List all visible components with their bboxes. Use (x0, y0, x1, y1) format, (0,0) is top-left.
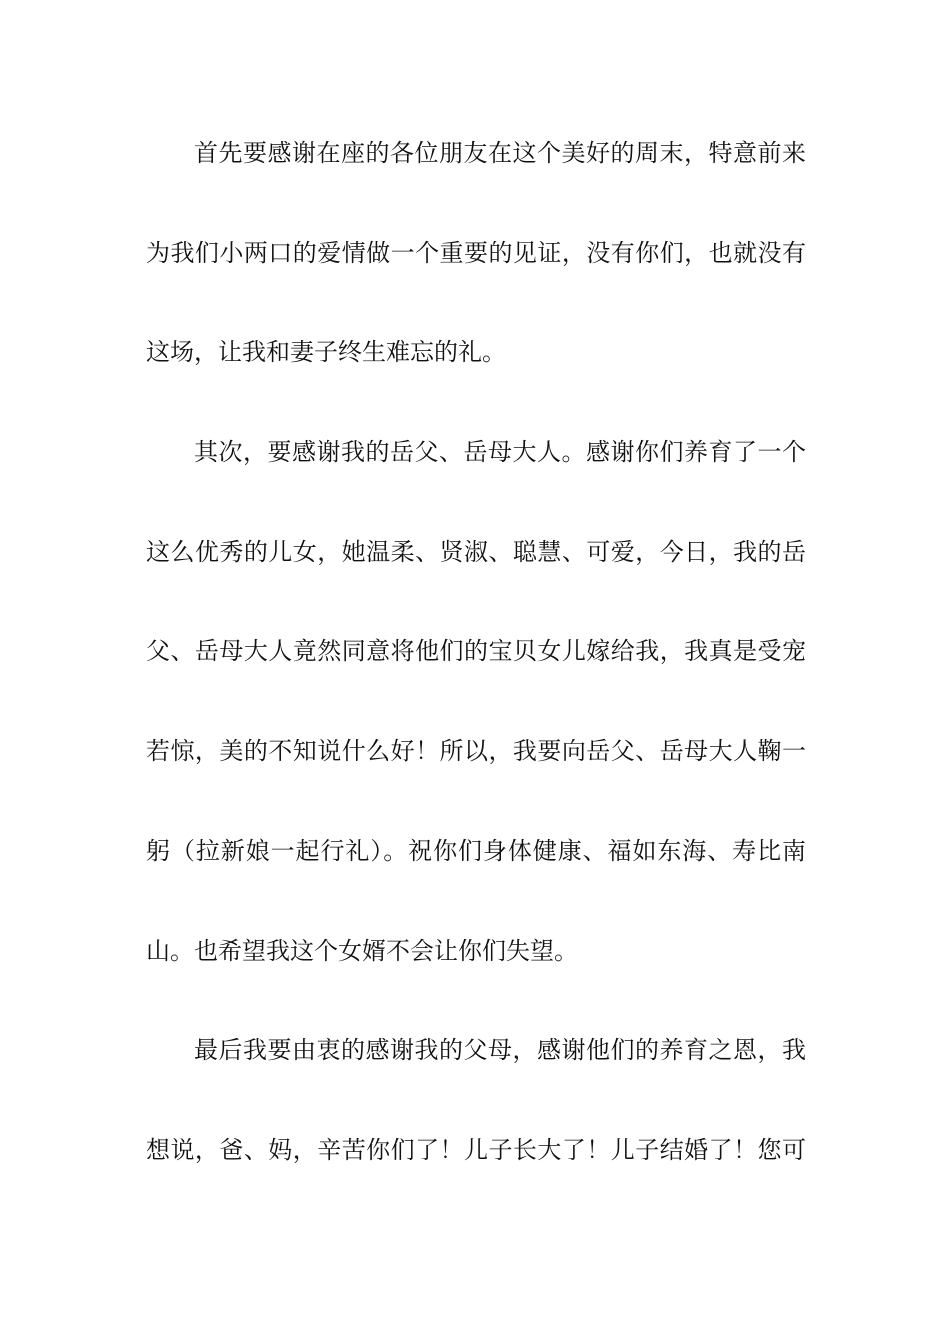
paragraph-2-line-6: 山。也希望我这个女婿不会让你们失望。 (146, 936, 578, 965)
paragraph-1-line-1: 首先要感谢在座的各位朋友在这个美好的周末，特意前来 (194, 139, 806, 167)
paragraph-2-line-1: 其次，要感谢我的岳父、岳母大人。感谢你们养育了一个 (194, 438, 806, 467)
paragraph-1-line-2: 为我们小两口的爱情做一个重要的见证，没有你们，也就没有 (146, 238, 806, 267)
paragraph-3-line-1: 最后我要由衷的感谢我的父母，感谢他们的养育之恩，我 (194, 1036, 806, 1065)
paragraph-2-line-4: 若惊，美的不知说什么好！所以，我要向岳父、岳母大人鞠一 (146, 737, 806, 766)
paragraph-2-line-3: 父、岳母大人竟然同意将他们的宝贝女儿嫁给我，我真是受宠 (146, 637, 806, 666)
paragraph-1-line-3: 这场，让我和妻子终生难忘的礼。 (146, 338, 506, 367)
paragraph-2-line-5: 躬（拉新娘一起行礼）。祝你们身体健康、福如东海、寿比南 (146, 836, 806, 865)
paragraph-2-line-2: 这么优秀的儿女，她温柔、贤淑、聪慧、可爱，今日，我的岳 (146, 537, 806, 566)
speech-body (146, 127, 806, 1224)
paragraph-3-line-2: 想说，爸、妈，辛苦你们了！儿子长大了！儿子结婚了！您可 (146, 1135, 806, 1164)
